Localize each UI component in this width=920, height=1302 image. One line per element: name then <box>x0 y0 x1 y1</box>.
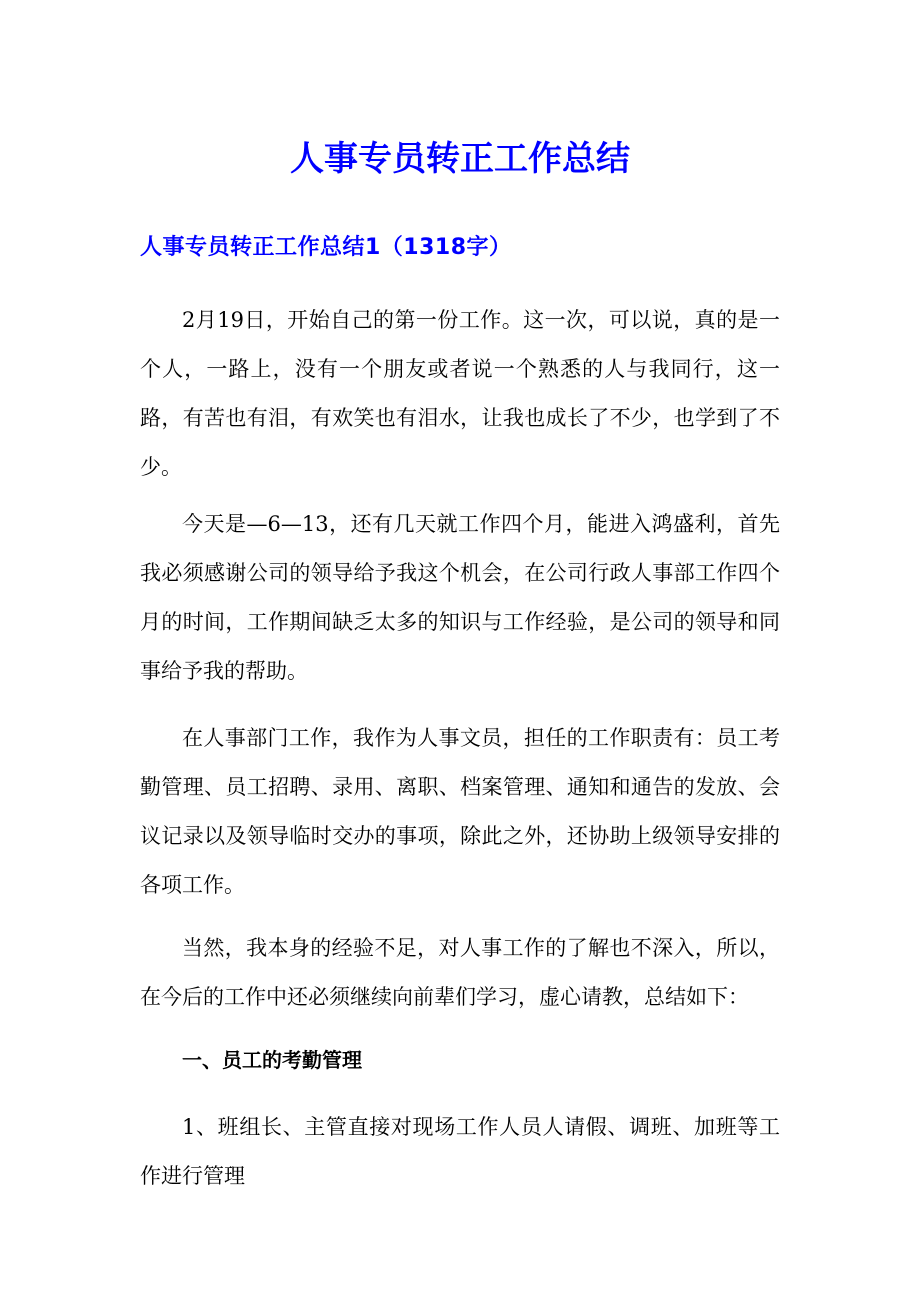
document-title: 人事专员转正工作总结 <box>290 139 630 179</box>
paragraph-2: 今天是—6—13，还有几天就工作四个月，能进入鸿盛利，首先我必须感谢公司的领导给予我这个机会，在公司行政人事部工作四个月的时间，工作期间缺乏太多的知识与工作经验，是公司的领导和同事给予我的帮助。 <box>140 512 780 683</box>
paragraph-4: 当然，我本身的经验不足，对人事工作的了解也不深入，所以，在今后的工作中还必须继续向前辈们学习，虚心请教，总结如下： <box>140 936 780 1009</box>
section-heading: 人事专员转正工作总结1（1318字） <box>140 235 512 260</box>
paragraph-3: 在人事部门工作，我作为人事文员，担任的工作职责有：员工考勤管理、员工招聘、录用、离职、档案管理、通知和通告的发放、会议记录以及领导临时交办的事项，除此之外，还协助上级领导安排的各项工作。 <box>140 726 780 897</box>
list-item-1: 1、班组长、主管直接对现场工作人员人请假、调班、加班等工作进行管理 <box>140 1115 780 1188</box>
paragraph-1: 2月19日，开始自己的第一份工作。这一次，可以说，真的是一个人，一路上，没有一个朋友或者说一个熟悉的人与我同行，这一路，有苦也有泪，有欢笑也有泪水，让我也成长了不少，也学到了不少。 <box>140 308 780 479</box>
sub-heading-attendance: 一、员工的考勤管理 <box>182 1048 362 1072</box>
